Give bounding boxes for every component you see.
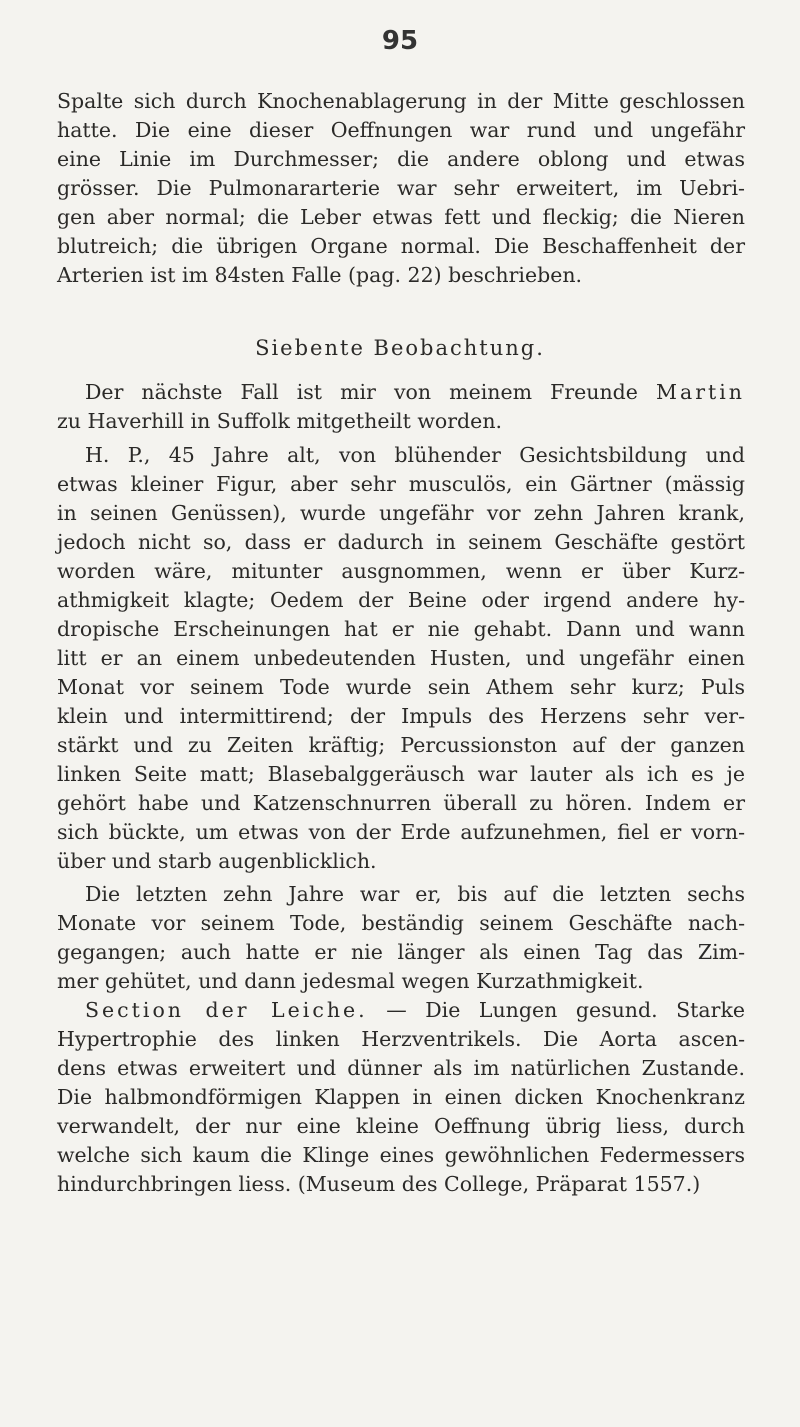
text-line: Monat vor seinem Tode wurde sein Athem sehr kurz; Puls — [57, 675, 745, 699]
text-segment: Der nächste Fall ist mir von meinem Freunde — [85, 380, 656, 404]
page-number: 95 — [381, 26, 419, 56]
autopsy-label: Section der Leiche. — [85, 998, 368, 1022]
text-line: gen aber normal; die Leber etwas fett und fleckig; die Nieren — [57, 205, 745, 229]
text-line: welche sich kaum die Klinge eines gewöhnlichen Federmessers — [57, 1143, 745, 1167]
text-line: gegangen; auch hatte er nie länger als einen Tag das Zim- — [57, 940, 745, 964]
text-line: hindurchbringen liess. (Museum des College, Präparat 1557.) — [57, 1172, 701, 1196]
text-line: in seinen Genüssen), wurde ungefähr vor zehn Jahren krank, — [57, 501, 745, 525]
text-line: etwas kleiner Figur, aber sehr musculös, ein Gärtner (mässig — [57, 472, 745, 496]
text-line: H. P., 45 Jahre alt, von blühender Gesichtsbildung und — [85, 443, 745, 467]
text-line: hatte. Die eine dieser Oeffnungen war rund und ungefähr — [57, 118, 745, 142]
text-line: Die halbmondförmigen Klappen in einen dicken Knochenkranz — [57, 1085, 745, 1109]
text-line: gehört habe und Katzenschnurren überall zu hören. Indem er — [57, 791, 745, 815]
text-line: blutreich; die übrigen Organe normal. Die Beschaffenheit der — [57, 234, 745, 258]
text-line: dens etwas erweitert und dünner als im natürlichen Zustande. — [57, 1056, 745, 1080]
person-name: Martin — [655, 380, 745, 404]
text-line: Arterien ist im 84sten Falle (pag. 22) beschrieben. — [57, 263, 583, 287]
text-line: klein und intermittirend; der Impuls des Herzens sehr ver- — [57, 704, 745, 728]
text-line: jedoch nicht so, dass er dadurch in seinem Geschäfte gestört — [57, 530, 745, 554]
text-line: über und starb augenblicklich. — [57, 849, 377, 873]
text-line: mer gehütet, und dann jedesmal wegen Kurzathmigkeit. — [57, 969, 644, 993]
text-line: eine Linie im Durchmesser; die andere oblong und etwas — [57, 147, 745, 171]
section-heading: Siebente Beobachtung. — [255, 336, 545, 360]
text-line: litt er an einem unbedeutenden Husten, und ungefähr einen — [57, 646, 745, 670]
text-line: stärkt und zu Zeiten kräftig; Percussionston auf der ganzen — [57, 733, 745, 757]
text-line: Hypertrophie des linken Herzventrikels. Die Aorta ascen- — [57, 1027, 745, 1051]
text-line: sich bückte, um etwas von der Erde aufzunehmen, fiel er vorn- — [57, 820, 745, 844]
text-line: athmigkeit klagte; Oedem der Beine oder irgend andere hy- — [57, 588, 745, 612]
text-line: worden wäre, mitunter ausgnommen, wenn er über Kurz- — [57, 559, 745, 583]
text-line: Spalte sich durch Knochenablagerung in der Mitte geschlossen — [57, 89, 745, 113]
text-line: grösser. Die Pulmonararterie war sehr erweitert, im Uebri- — [57, 176, 745, 200]
text-line — [85, 378, 745, 406]
text-line — [85, 996, 745, 1024]
text-line: verwandelt, der nur eine kleine Oeffnung übrig liess, durch — [57, 1114, 745, 1138]
text-line: Monate vor seinem Tode, beständig seinem Geschäfte nach- — [57, 911, 745, 935]
text-line: zu Haverhill in Suffolk mitgetheilt worden. — [57, 409, 503, 433]
text-line: dropische Erscheinungen hat er nie gehabt. Dann und wann — [57, 617, 745, 641]
text-line: Die letzten zehn Jahre war er, bis auf die letzten sechs — [85, 882, 745, 906]
text-segment: — Die Lungen gesund. Starke — [367, 998, 745, 1022]
text-line: linken Seite matt; Blasebalggeräusch war lauter als ich es je — [57, 762, 745, 786]
